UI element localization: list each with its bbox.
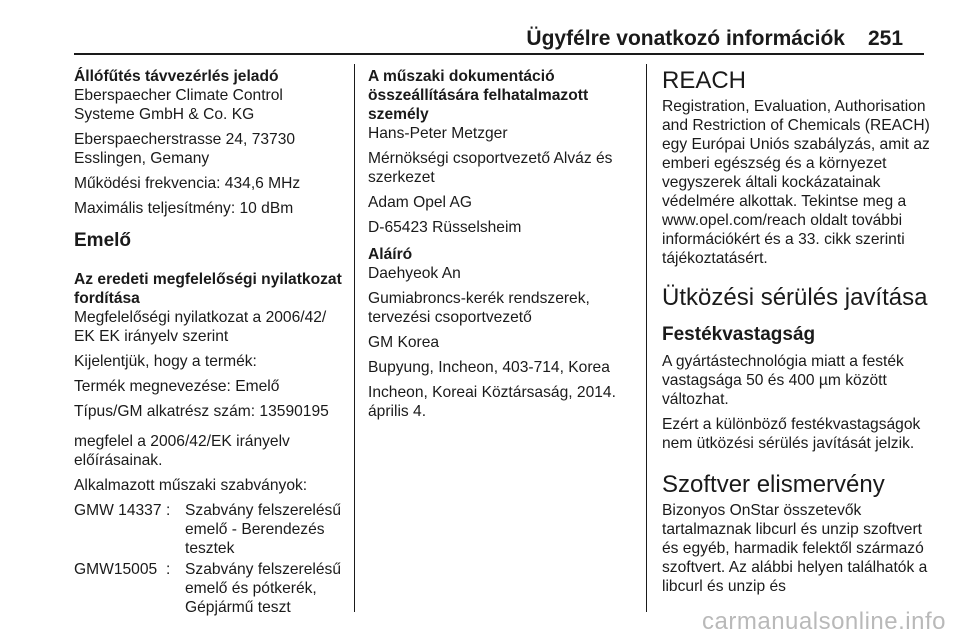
page-header-title: Ügyfélre vonatkozó információk xyxy=(526,27,845,50)
manufacturer-address: Eberspaecherstrasse 24, 73730 Esslingen, Gemany xyxy=(74,131,296,167)
standard-description: Szabvány felszerelésű emelő - Berendezés tesztek xyxy=(185,502,342,557)
paint-text-2: Ezért a különböző festékvastagságok nem ütközési sérülés javítását jelzik. xyxy=(662,416,921,452)
standard-description: Szabvány felszerelésű emelő és pótkerék, Gépjármű teszt xyxy=(185,561,342,616)
emelo-heading: Emelő xyxy=(74,230,132,251)
standards-heading: Alkalmazott műszaki szabványok: xyxy=(74,477,308,494)
standard-row xyxy=(74,501,346,558)
complies-text: megfelel a 2006/42/EK irányelv előírásainak. xyxy=(74,433,290,469)
conformity-text: Megfelelőségi nyilatkozat a 2006/42/ EK EK irányelv szerint xyxy=(74,309,327,345)
column-1 xyxy=(74,67,346,619)
company-address: D-65423 Rüsselsheim xyxy=(368,219,522,236)
manufacturer-name: Eberspaecher Climate Control Systeme GmbH & Co. KG xyxy=(74,87,283,123)
column-divider-1 xyxy=(354,64,355,612)
column-2 xyxy=(368,67,634,427)
standard-separator: : xyxy=(166,561,171,578)
software-text: Bizonyos OnStar összetevők tartalmaznak libcurl és unzip szoftvert és egyéb, harmadik felektől származó szoftvert. Az alábbi helyen találhatók a libcurl és unzip és xyxy=(662,502,928,595)
reach-text: Registration, Evaluation, Authorisation and Restriction of Chemicals (REACH) egy Európai Uniós szabályzás, amit az emberi egészség és a környezet vegyszerek általi kockázatainak védelmére alkottak. Tekintse meg a www.opel.com/reach oldalt további információkért és a 33. cikk szerinti tájékoztatásért. xyxy=(662,98,930,267)
paint-text-1: A gyártástechnológia miatt a festék vastagsága 50 és 400 µm között változhat. xyxy=(662,353,904,408)
declare-text: Kijelentjük, hogy a termék: xyxy=(74,353,257,370)
standard-code: GMW15005 xyxy=(74,561,158,578)
software-heading: Szoftver elismervény xyxy=(662,471,885,498)
company-name: Adam Opel AG xyxy=(368,194,473,211)
max-power-text: Maximális teljesítmény: 10 dBm xyxy=(74,200,294,217)
frequency-text: Működési frekvencia: 434,6 MHz xyxy=(74,175,301,192)
part-number: Típus/GM alkatrész szám: 13590195 xyxy=(74,403,329,420)
signer-place-date: Incheon, Koreai Köztársaság, 2014. április 4. xyxy=(368,384,616,420)
watermark-logo: carmanualsonline.info xyxy=(702,608,946,635)
signer-title: Gumiabroncs-kerék rendszerek, tervezési csoportvezető xyxy=(368,290,590,326)
signer-heading: Aláíró xyxy=(368,246,413,263)
paint-heading: Festékvastagság xyxy=(662,324,816,345)
tech-doc-person: Hans-Peter Metzger xyxy=(368,125,508,142)
collision-heading: Ütközési sérülés javítása xyxy=(662,284,928,311)
manufacturer-heading: Állófűtés távvezérlés jeladó xyxy=(74,68,279,85)
signer-address: Bupyung, Incheon, 403-714, Korea xyxy=(368,359,610,376)
signer-company: GM Korea xyxy=(368,334,440,351)
standard-code: GMW 14337 xyxy=(74,502,162,519)
tech-doc-heading: A műszaki dokumentáció összeállítására felhatalmazott személy xyxy=(368,68,589,123)
reach-heading: REACH xyxy=(662,67,747,94)
standard-separator: : xyxy=(166,502,171,519)
tech-doc-title: Mérnökségi csoportvezető Alváz és szerkezet xyxy=(368,150,613,186)
column-3 xyxy=(662,67,932,602)
product-name: Termék megnevezése: Emelő xyxy=(74,378,280,395)
header-rule xyxy=(74,53,924,55)
conformity-heading: Az eredeti megfelelőségi nyilatkozat fordítása xyxy=(74,271,342,307)
column-divider-2 xyxy=(646,64,647,612)
page-number: 251 xyxy=(868,27,904,50)
standard-row xyxy=(74,560,346,617)
signer-name: Daehyeok An xyxy=(368,265,461,282)
